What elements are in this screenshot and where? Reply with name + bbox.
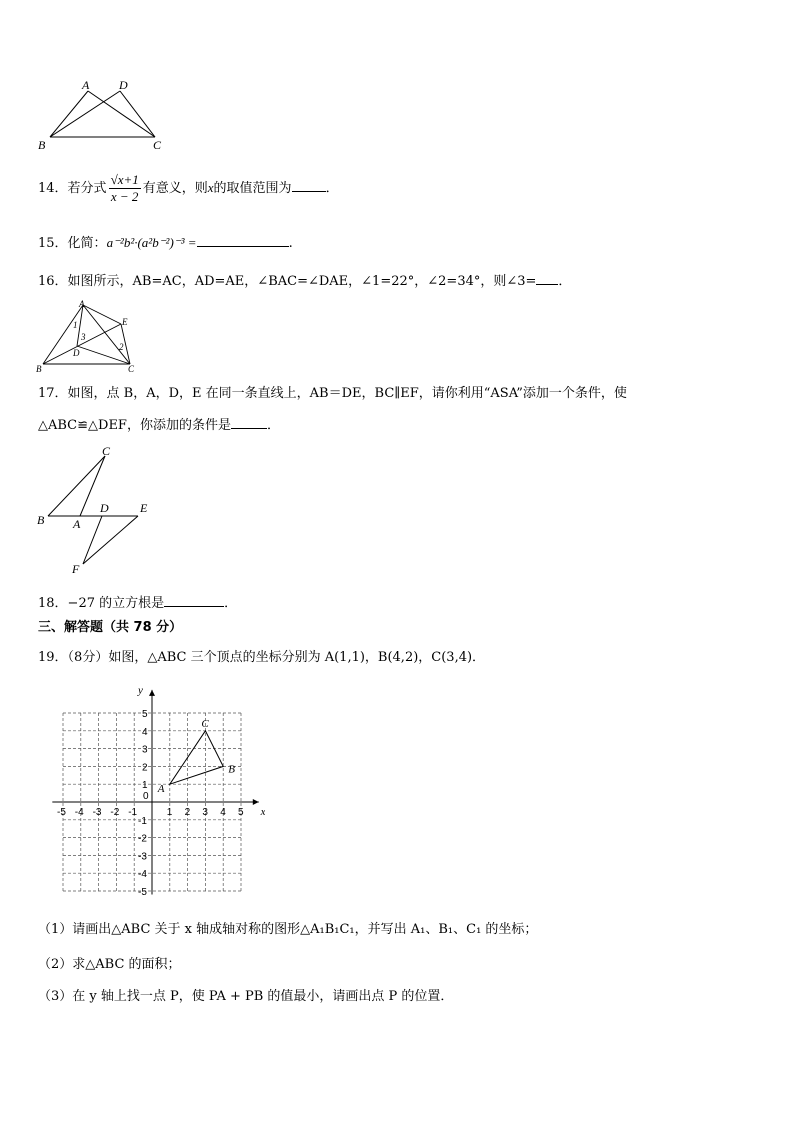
label-B: B [36,364,42,374]
q19-sub3: （3）在 y 轴上找一点 P，使 PA + PB 的值最小，请画出点 P 的位置． [38,989,454,1004]
label-A: A [82,78,90,92]
q15-expression: a⁻²b²·(a²b⁻²)⁻³ = [106,235,197,250]
x-axis-label: x [260,806,265,818]
q14-number: 14． [38,181,68,196]
q18-number: 18． [38,596,68,611]
q17-number: 17． [38,386,68,401]
x-tick-label: -1 [128,807,138,818]
label-D: D [100,501,109,515]
q14-denominator: x − 2 [110,189,139,204]
label-1: 1 [73,320,78,330]
label-E: E [122,317,128,327]
y-axis-arrow [149,690,155,696]
x-tick-label: 1 [166,807,173,818]
q15-text: 化简： [67,236,107,251]
label-F: F [72,562,80,576]
question-15: 15．化简：a⁻²b²·(a²b⁻²)⁻³ = . [38,235,293,251]
y-tick-label: 4 [142,726,148,738]
q17-answer-blank[interactable] [231,416,267,429]
q15-number: 15． [38,236,68,251]
question-17-line2: △ABC≌△DEF，你添加的条件是 ． [38,418,280,433]
origin-label: 0 [143,791,149,802]
point-label-B: B [228,763,235,776]
point-label-C: C [201,717,209,730]
label-C: C [102,444,111,458]
q18-answer-blank[interactable] [164,594,224,607]
q17-text-line2: △ABC≌△DEF，你添加的条件是 [38,418,231,433]
label-B: B [38,138,46,152]
question-16: 16．如图所示，AB=AC，AD=AE，∠BAC=∠DAE，∠1=22°，∠2=34°，则∠3= ． [38,274,572,289]
x-tick-label: -2 [110,807,120,818]
label-D: D [119,78,128,92]
y-tick-label: -2 [138,833,147,845]
q14-numerator: √x+1 [110,172,139,187]
q14-text-2: 有意义，则 [142,181,208,196]
x-tick-label: 3 [202,807,208,818]
x-tick-label: -4 [74,807,84,818]
point-label-A: A [157,783,165,796]
q18-text: −27 的立方根是 [67,596,165,611]
figure-q13 [35,75,170,155]
x-tick-label: 2 [184,807,191,818]
question-19 [38,650,485,666]
y-tick-label: -1 [138,815,147,827]
y-tick-label: -5 [138,887,147,898]
label-C: C [128,364,135,374]
q14-var: x [207,180,214,195]
y-tick-label: 1 [142,780,148,792]
label-3: 3 [81,332,86,342]
y-tick-label: 2 [142,762,148,774]
label-2: 2 [119,342,124,352]
q14-text: 若分式 [67,181,107,196]
label-B: B [37,513,45,527]
q19-number: 19． [38,650,68,665]
q16-answer-blank[interactable] [536,272,558,285]
section-heading: 三、解答题（共 78 分） [38,620,183,635]
x-tick-label: -5 [57,807,66,818]
q19-sub1: （1）请画出△ABC 关于 x 轴成轴对称的图形△A₁B₁C₁，并写出 A₁、B₁、C₁ 的坐标； [38,922,538,937]
question-17 [38,386,627,402]
figure-q17 [35,442,165,578]
triangle-ABC [170,731,223,784]
q14-fraction [109,172,141,205]
y-tick-label: -3 [138,851,147,863]
question-18: 18．−27 的立方根是 ． [38,596,238,611]
label-A: A [79,299,85,309]
y-tick-label: -4 [138,869,147,881]
q14-answer-blank[interactable] [292,179,326,192]
q14-text-3: 的取值范围为 [213,181,292,196]
y-tick-label: 3 [142,744,148,756]
x-tick-label: 4 [220,807,226,818]
label-C: C [153,138,162,152]
q16-text: 如图所示，AB=AC，AD=AE，∠BAC=∠DAE，∠1=22°，∠2=34°，则∠3= [67,274,537,289]
label-A: A [73,517,81,531]
q19-sub2: （2）求△ABC 的面积； [38,957,181,972]
coordinate-grid [35,682,265,902]
x-tick-label: 5 [238,807,244,818]
q16-number: 16． [38,274,68,289]
x-axis-arrow [253,799,259,805]
question-14: 14．若分式 $\frac{√x+1}{x - 2}$ 有意义，则x的取值范围为 ． [38,172,339,204]
label-E: E [140,501,148,515]
q17-text-line1: 如图，点 B，A，D，E 在同一条直线上，AB＝DE，BC∥EF，请你利用“ASA”添加一个条件，使 [67,386,627,401]
q15-answer-blank[interactable] [197,234,289,247]
y-axis-label: y [138,684,143,697]
q19-text: （8分）如图，△ABC 三个顶点的坐标分别为 A(1,1)，B(4,2)，C(3,4)． [67,650,486,665]
figure-q16 [35,298,145,374]
y-tick-label: 5 [142,709,148,720]
label-D: D [73,348,80,358]
x-tick-label: -3 [92,807,102,818]
